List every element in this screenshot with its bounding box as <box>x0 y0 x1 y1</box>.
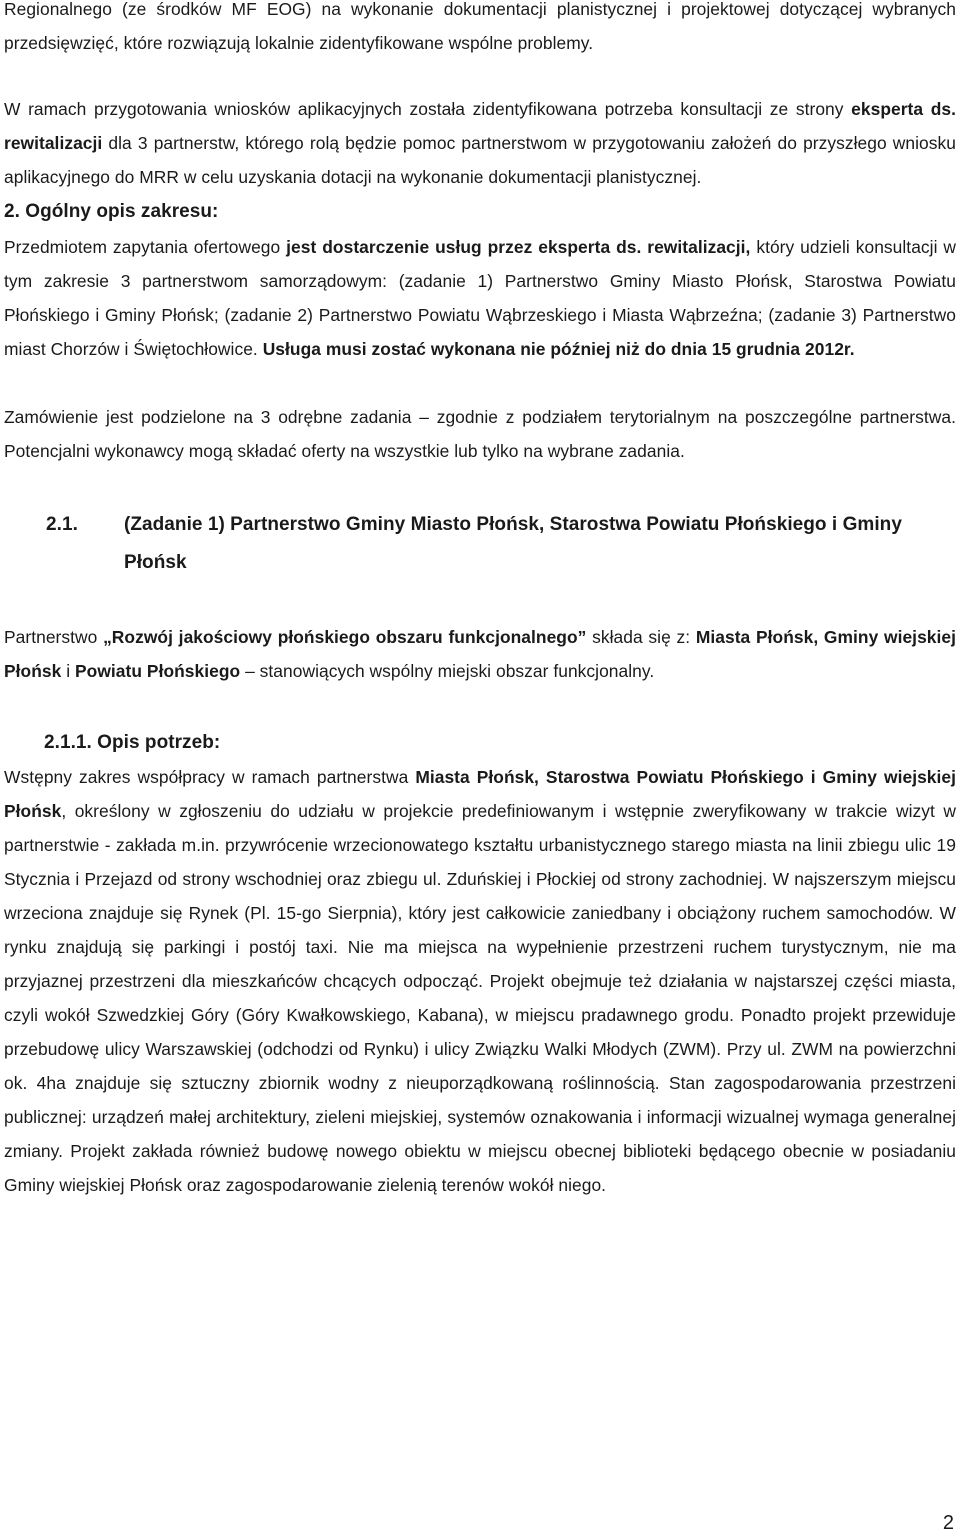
heading-text: (Zadanie 1) Partnerstwo Gminy Miasto Płońsk, Starostwa Powiatu Płońskiego i Gminy Płońsk <box>124 514 902 573</box>
paragraph-needs <box>4 760 956 1202</box>
bold-text: Miasta Płońsk, Starostwa Powiatu Płońskiego i Gminy wiejskiej Płońsk <box>4 767 957 821</box>
text: – stanowiących wspólny miejski obszar funkcjonalny. <box>240 661 655 681</box>
text: Regionalnego (ze środków MF EOG) na wykonanie dokumentacji planistycznej i projektowej dotyczącej wybranych przedsięwzięć, które rozwiązują lokalnie zidentyfikowane wspólne problemy. <box>4 0 956 53</box>
text: Partnerstwo <box>4 627 104 647</box>
section-heading-task-1 <box>4 506 956 582</box>
subsection-heading-needs: 2.1.1. Opis potrzeb: <box>44 732 221 753</box>
text: i <box>61 661 76 681</box>
text: dla 3 partnerstw, którego rolą będzie pomoc partnerstwom w przygotowaniu założeń do przyszłego wniosku aplikacyjnego do MRR w celu uzyskania dotacji na wykonanie dokumentacji planistycznej. <box>4 133 956 187</box>
text: Wstępny zakres współpracy w ramach partnerstwa <box>4 767 416 787</box>
bold-text: Powiatu Płońskiego <box>75 661 241 681</box>
bold-text: jest dostarczenie usług przez eksperta ds. rewitalizacji, <box>286 237 751 257</box>
text: Zamówienie jest podzielone na 3 odrębne zadania – zgodnie z podziałem terytorialnym na poszczególne partnerstwa. Potencjalni wykonawcy mogą składać oferty na wszystkie lub tylko na wybrane zadania. <box>4 407 956 461</box>
paragraph-intro <box>4 0 956 60</box>
bold-text: „Rozwój jakościowy płońskiego obszaru funkcjonalnego” <box>103 627 587 647</box>
text: W ramach przygotowania wniosków aplikacyjnych została zidentyfikowana potrzeba konsultacji ze strony <box>4 99 852 119</box>
paragraph-consultation-need <box>4 92 956 194</box>
document-body <box>4 0 956 1202</box>
section-heading-scope: 2. Ogólny opis zakresu: <box>4 201 219 222</box>
bold-text: Miasta Płońsk, Gminy wiejskiej Płońsk <box>4 627 956 681</box>
bold-text-deadline: Usługa musi zostać wykonana nie później niż do dnia 15 grudnia 2012r. <box>262 339 855 359</box>
text: który udzieli konsultacji w tym zakresie 3 partnerstwom samorządowym: (zadanie 1) Partnerstwo Gminy Miasto Płońsk, Starostwa Powiatu Płońskiego i Gminy Płońsk; (zadanie 2) Partnerstwo Powiatu Wąbrzeskiego i Miasta Wąbrzeźna; (zadanie 3) Partnerstwo miast Chorzów i Świętochłowice. <box>4 237 957 359</box>
heading-number: 2.1. <box>46 514 78 535</box>
paragraph-order-division <box>4 400 956 468</box>
paragraph-scope <box>4 230 956 366</box>
page-number: 2 <box>942 1512 954 1534</box>
text: Przedmiotem zapytania ofertowego <box>4 237 287 257</box>
paragraph-partnership <box>4 620 956 688</box>
bold-text: eksperta ds. rewitalizacji <box>4 99 956 153</box>
text: składa się z: <box>586 627 696 647</box>
text: , określony w zgłoszeniu do udziału w projekcie predefiniowanym i wstępnie zweryfikowany w trakcie wizyt w partnerstwie - zakłada m.in. przywrócenie wrzecionowatego kształtu urbanistycznego starego miasta na linii zbiegu ulic 19 Stycznia i Przejazd od strony wschodniej oraz zbiegu ul. Zduńskiej i Płockiej od strony zachodniej. W najszerszym miejscu wrzeciona znajduje się Rynek (Pl. 15-go Sierpnia), który jest całkowicie zaniedbany i obciążony ruchem samochodów. W rynku znajdują się parkingi i postój taxi. Nie ma miejsca na wypełnienie przestrzeni ruchem turystycznym, nie ma przyjaznej przestrzeni dla mieszkańców chcących odpocząć. Projekt obejmuje też działania w najstarszej części miasta, czyli wokół Szwedzkiej Góry (Góry Kwałkowskiego, Kabana), w miejscu pradawnego grodu. Ponadto projekt przewiduje przebudowę ulicy Warszawskiej (odchodzi od Rynku) i ulicy Związku Walki Młodych (ZWM). Przy ul. ZWM na powierzchni ok. 4ha znajduje się sztuczny zbiornik wodny z nieuporządkowaną roślinnością. Stan zagospodarowania przestrzeni publicznej: urządzeń małej architektury, zieleni miejskiej, systemów oznakowania i informacji wizualnej wymaga generalnej zmiany. Projekt zakłada również budowę nowego obiektu w miejscu obecnej biblioteki będącego obecnie w posiadaniu Gminy wiejskiej Płońsk oraz zagospodarowanie zielenią terenów wokół niego. <box>4 801 956 1195</box>
